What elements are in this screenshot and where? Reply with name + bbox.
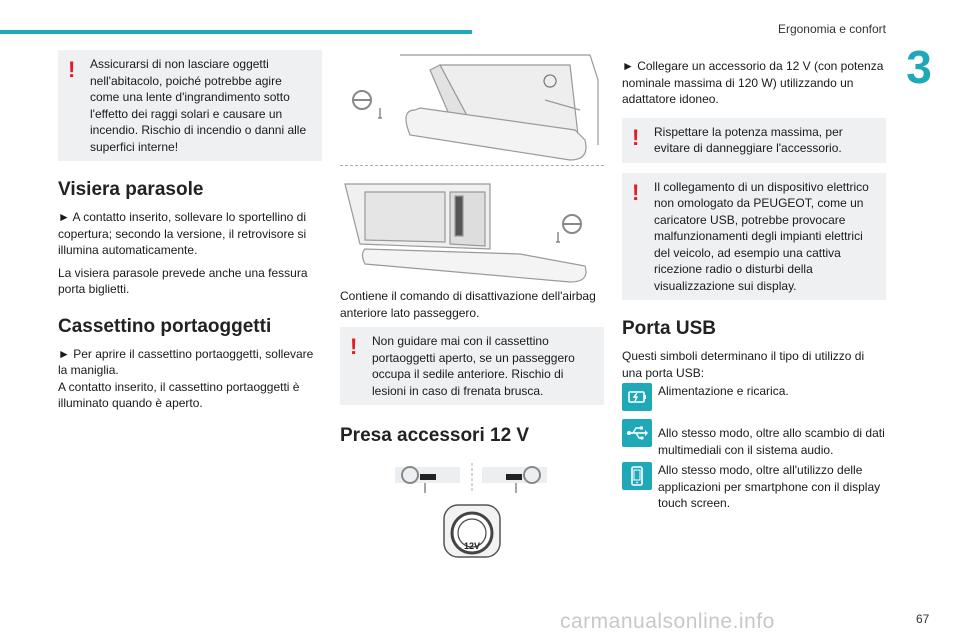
heading-presa-12v: Presa accessori 12 V [340, 425, 530, 446]
warning-box-sunlight [58, 50, 322, 161]
collegare-instruction: ► Collegare un accessorio da 12 V (con potenza nominale massima di 120 W) utilizzando un adattatore idoneo. [622, 59, 884, 106]
airbag-control-text: Contiene il comando di disattivazione dell'airbag anteriore lato passeggero. [340, 289, 596, 320]
header-accent-bar [0, 30, 472, 34]
steering-wheel-icon [556, 215, 581, 242]
socket-illustration [340, 455, 604, 570]
visiera-note: La visiera parasole prevede anche una fessura porta biglietti. [58, 265, 308, 296]
heading-visiera: Visiera parasole [58, 179, 204, 200]
column-middle [340, 50, 604, 570]
warning-exclamation-icon: ! [632, 124, 640, 150]
charging-icon [622, 383, 652, 411]
usb-symbol-text: Allo stesso modo, oltre allo scambio di dati multimediali con il sistema audio. [658, 426, 885, 457]
steering-wheel-right-icon [482, 467, 547, 493]
heading-porta-usb: Porta USB [622, 318, 716, 339]
glovebox-illustration-open [340, 50, 604, 166]
glovebox-illustration-interior [340, 174, 604, 284]
usb-symbol-row [622, 462, 886, 512]
usb-icon [622, 419, 652, 447]
warning-box-glovebox [340, 327, 604, 405]
warning-text: Il collegamento di un dispositivo elettrico non omologato da PEUGEOT, come un caricatore USB, potrebbe provocare malfunzionamenti degli impianti elettrici del veicolo, ad esempio una cattiva ricezione radio o disturbi della visualizzazione sui display. [654, 179, 869, 293]
usb-intro: Questi simboli determinano il tipo di utilizzo di una porta USB: [622, 349, 865, 380]
usb-symbol-text: Allo stesso modo, oltre all'utilizzo delle applicazioni per smartphone con il display touch screen. [658, 463, 881, 510]
smartphone-icon [622, 462, 652, 490]
usb-symbol-text: Alimentazione e ricarica. [658, 384, 789, 398]
socket-12v-label: 12V [463, 541, 480, 551]
section-title: Ergonomia e confort [777, 22, 886, 36]
steering-wheel-icon [353, 91, 382, 118]
warning-text: Assicurarsi di non lasciare oggetti nell'abitacolo, poiché potrebbe agire come una lente d'ingrandimento sotto l'effetto dei raggi solari e causare un incendio. Rischio di incendio o danni alle superfici interne! [90, 57, 307, 154]
warning-text: Rispettare la potenza massima, per evitare di danneggiare l'accessorio. [654, 124, 843, 155]
warning-exclamation-icon: ! [68, 57, 76, 82]
usb-symbol-row [622, 419, 886, 458]
warning-exclamation-icon: ! [632, 179, 640, 205]
warning-box-nonapproved [622, 173, 886, 301]
watermark: carmanualsonline.info [560, 610, 775, 633]
warning-text: Non guidare mai con il cassettino portaoggetti aperto, se un passeggero occupa il sedile anteriore. Rischio di lesioni in caso di frenata brusca. [372, 334, 575, 398]
warning-exclamation-icon: ! [350, 334, 358, 359]
column-right [622, 50, 886, 516]
visiera-instruction: ► A contatto inserito, sollevare lo sportellino di copertura; secondo la versione, il retrovisore si illumina automaticamente. [58, 210, 307, 257]
usb-symbol-row [622, 383, 886, 413]
cassettino-instruction: ► Per aprire il cassettino portaoggetti, sollevare la maniglia. [58, 346, 314, 377]
warning-box-power [622, 118, 886, 163]
page-number: 67 [916, 612, 930, 626]
heading-cassettino: Cassettino portaoggetti [58, 315, 272, 337]
cassettino-note: A contatto inserito, il cassettino portaoggetti è illuminato quando è aperto. [58, 379, 300, 410]
column-left [58, 50, 322, 418]
steering-wheel-left-icon [395, 467, 460, 493]
chapter-number: 3 [906, 41, 932, 93]
